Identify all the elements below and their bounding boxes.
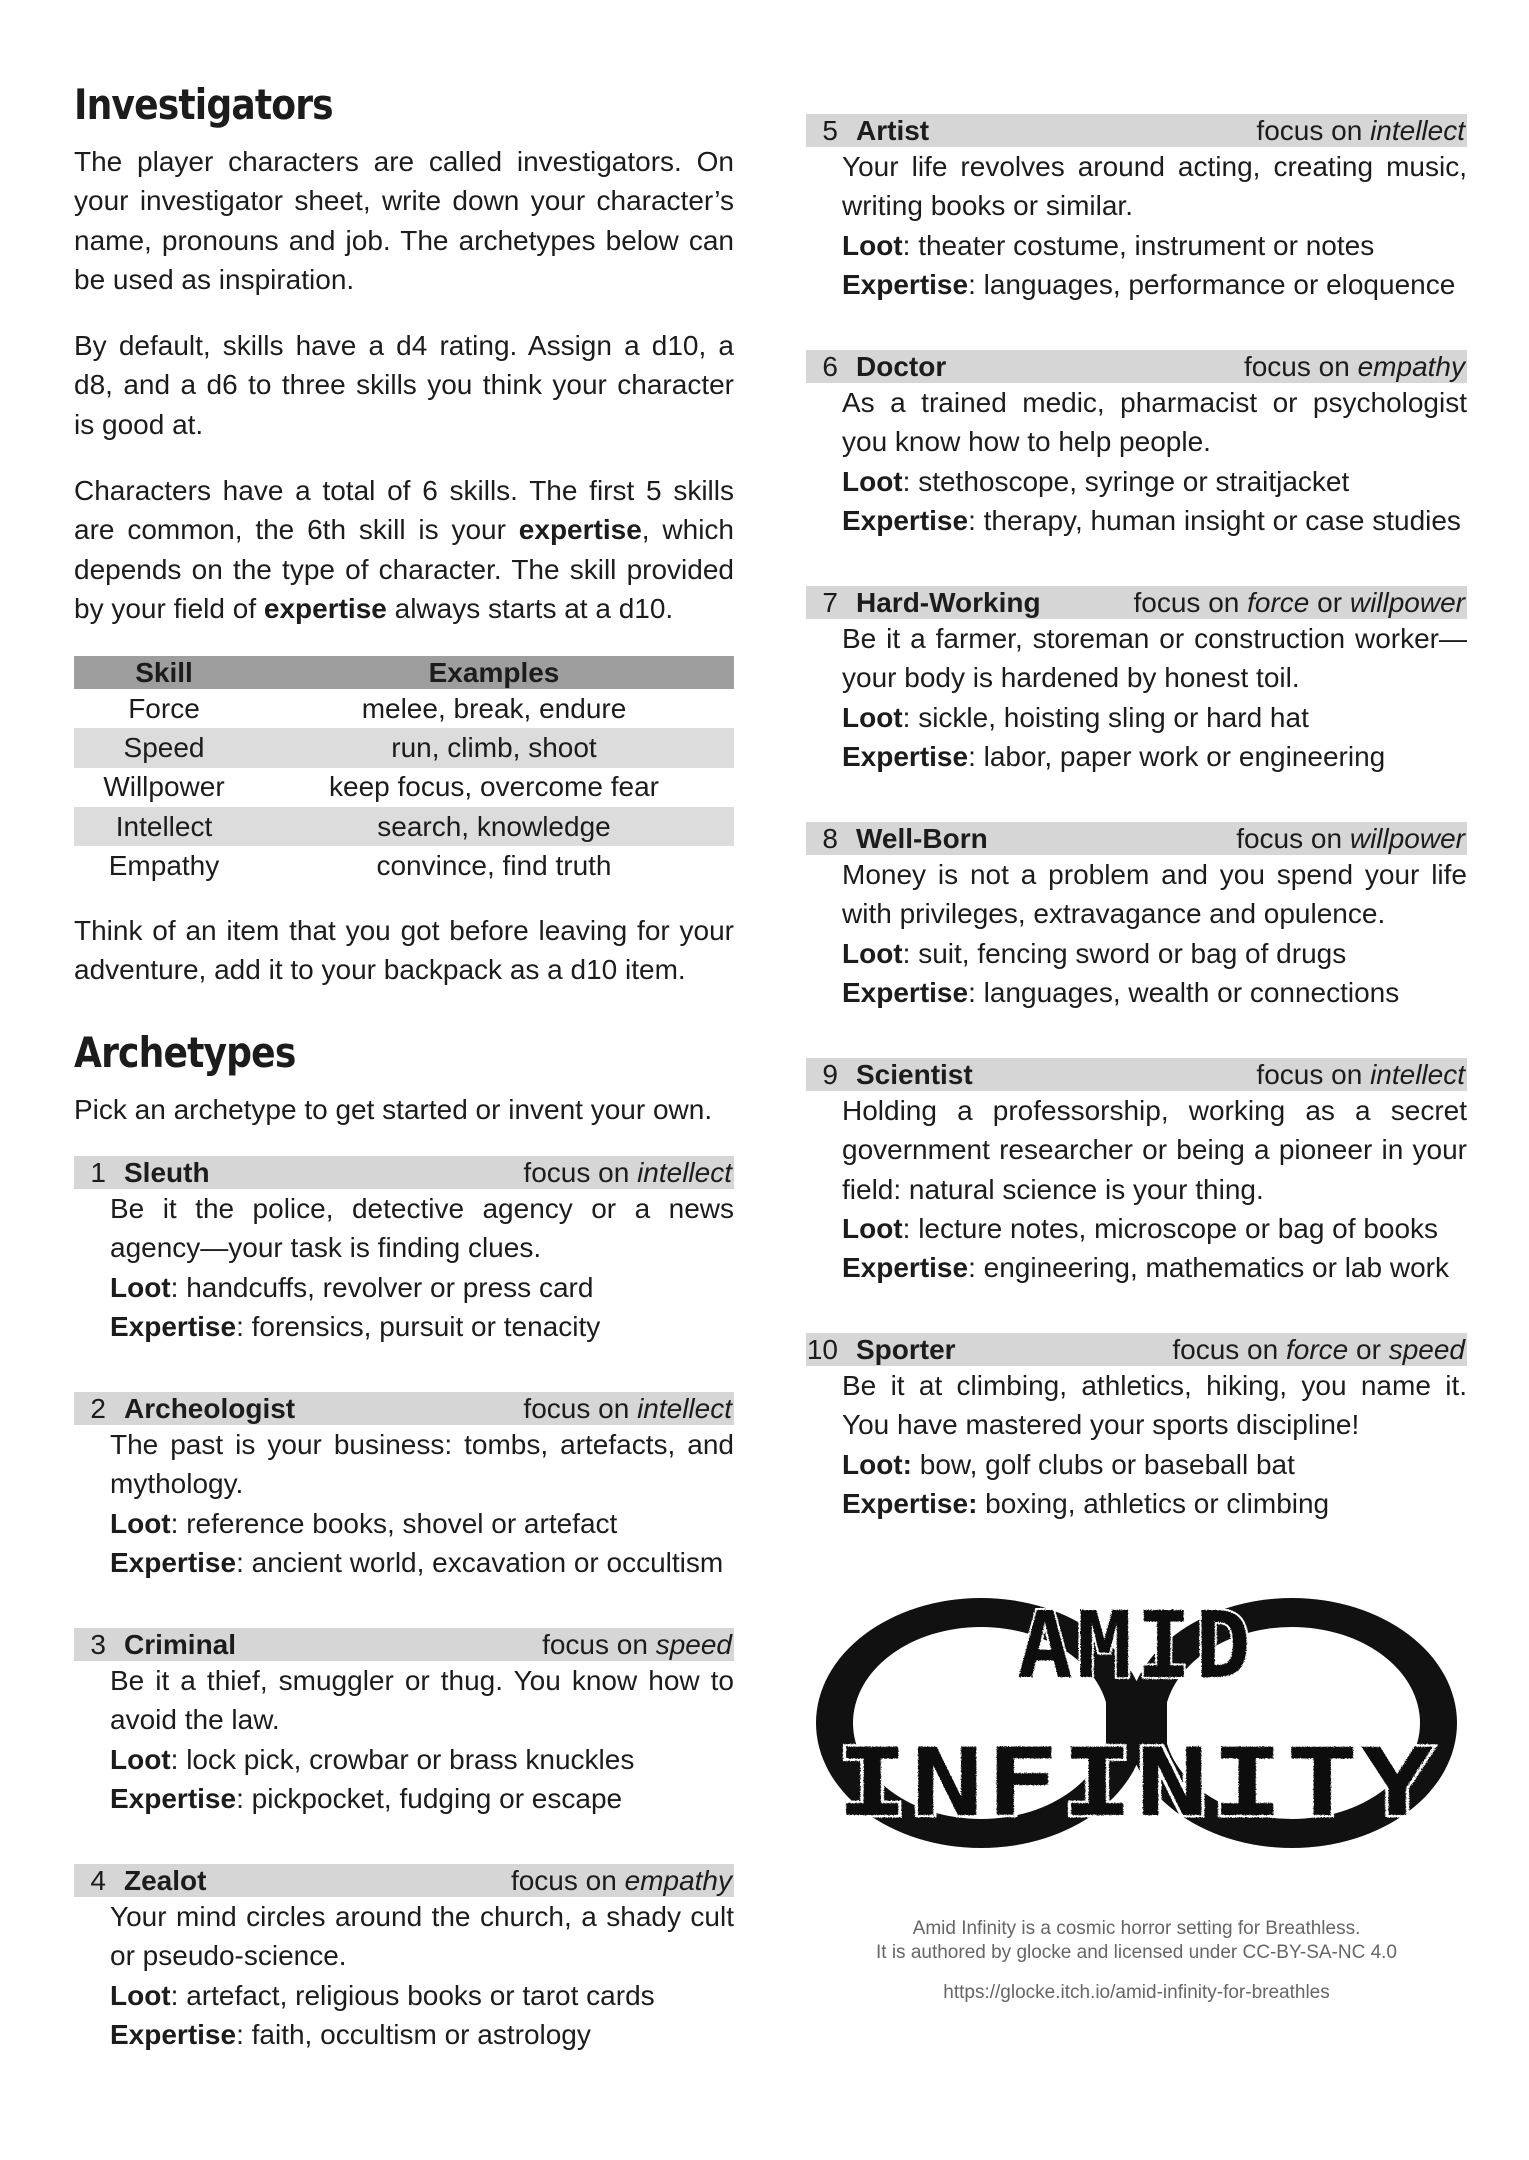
- logo-word-infinity: INFINITY: [836, 1729, 1436, 1838]
- loot-label: Loot: [842, 1212, 903, 1244]
- skill-examples: search, knowledge: [377, 810, 611, 842]
- archetype-header: [806, 114, 1467, 147]
- archetype-focus: focus on intellect: [1256, 1058, 1465, 1090]
- archetype-name: Doctor: [856, 350, 947, 382]
- skill-examples: convince, find truth: [376, 849, 612, 881]
- archetype-header: [806, 586, 1467, 619]
- archetype-card: [806, 586, 1467, 776]
- archetype-expertise: Expertise: labor, paper work or engineering: [842, 740, 1386, 772]
- archetype-body: [806, 1091, 1467, 1287]
- archetype-number: 2: [90, 1392, 106, 1424]
- loot-label: Loot: [110, 1507, 171, 1539]
- archetype-body: [74, 1661, 734, 1818]
- archetype-expertise: Expertise: forensics, pursuit or tenacity: [110, 1310, 601, 1342]
- skill-name: Intellect: [115, 810, 213, 842]
- archetype-card: [74, 1156, 734, 1346]
- table-row: [74, 807, 734, 846]
- archetype-number: 6: [822, 350, 838, 382]
- archetype-card: [74, 1392, 734, 1582]
- archetype-header: [806, 1333, 1467, 1366]
- loot-label: Loot: [110, 1271, 171, 1303]
- archetype-card: [806, 1333, 1467, 1523]
- archetype-loot: Loot: artefact, religious books or tarot cards: [110, 1979, 655, 2011]
- table-row: [74, 768, 734, 807]
- backpack-item-text: Think of an item that you got before leaving for your adventure, add it to your backpack as a d10 item.: [74, 915, 734, 986]
- archetype-focus: focus on willpower: [1236, 822, 1465, 854]
- archetype-expertise: Expertise: languages, wealth or connections: [842, 976, 1400, 1008]
- archetype-description: Be it at climbing, athletics, hiking, you name it. You have mastered your sports discipline!: [842, 1370, 1467, 1441]
- archetype-expertise: Expertise: boxing, athletics or climbing: [842, 1487, 1330, 1519]
- skill-examples: keep focus, overcome fear: [329, 771, 659, 803]
- table-row: [74, 689, 734, 728]
- archetype-loot: Loot: handcuffs, revolver or press card: [110, 1271, 594, 1303]
- archetype-body: [806, 855, 1467, 1012]
- archetype-loot: Loot: stethoscope, syringe or straitjacket: [842, 465, 1350, 497]
- skill-name: Empathy: [108, 849, 220, 881]
- archetype-loot: Loot: suit, fencing sword or bag of drugs: [842, 937, 1347, 969]
- archetype-card: [74, 1864, 734, 2054]
- skill-name: Speed: [123, 731, 205, 763]
- archetype-header: [806, 822, 1467, 855]
- logo-word-amid: AMID: [1017, 1592, 1255, 1699]
- archetype-header: [74, 1864, 734, 1897]
- loot-label: Loot: [842, 701, 903, 733]
- archetype-number: 10: [806, 1333, 838, 1365]
- archetype-body: [74, 1425, 734, 1582]
- expertise-label: Expertise: [842, 1252, 969, 1284]
- archetype-name: Well-Born: [856, 822, 988, 854]
- investigators-heading: Investigators: [74, 80, 333, 129]
- archetype-description: Be it a farmer, storeman or construction worker—your body is hardened by honest toil.: [842, 623, 1467, 694]
- archetype-card: [74, 1628, 734, 1818]
- archetype-header: [74, 1156, 734, 1189]
- skill-name: Force: [128, 692, 200, 724]
- archetype-loot: Loot: sickle, hoisting sling or hard hat: [842, 701, 1309, 733]
- loot-label: Loot: [110, 1743, 171, 1775]
- archetype-name: Zealot: [124, 1864, 207, 1896]
- expertise-label: Expertise: [110, 2018, 237, 2050]
- expertise-label: Expertise:: [842, 1487, 978, 1519]
- expertise-label: Expertise: [110, 1546, 237, 1578]
- archetype-expertise: Expertise: therapy, human insight or case studies: [842, 504, 1461, 536]
- archetype-body: [74, 1897, 734, 2054]
- expertise-label: Expertise: [110, 1310, 237, 1342]
- archetypes-intro: Pick an archetype to get started or invent your own.: [74, 1094, 713, 1125]
- archetype-body: [806, 383, 1467, 540]
- archetype-expertise: Expertise: engineering, mathematics or lab work: [842, 1252, 1449, 1284]
- loot-label: Loot: [842, 465, 903, 497]
- archetype-description: As a trained medic, pharmacist or psychologist you know how to help people.: [842, 387, 1467, 458]
- archetype-number: 5: [822, 114, 838, 146]
- archetype-number: 4: [90, 1864, 106, 1896]
- archetype-expertise: Expertise: languages, performance or eloquence: [842, 268, 1456, 300]
- skill-column-header: Skill: [135, 656, 193, 688]
- archetype-focus: focus on intellect: [523, 1392, 732, 1424]
- archetype-header: [74, 1628, 734, 1661]
- archetype-card: [806, 114, 1467, 304]
- skills-table-header: [74, 656, 734, 689]
- archetype-description: Holding a professorship, working as a secret government researcher or being a pioneer in your field: natural science is your thing.: [842, 1095, 1467, 1205]
- credits-url[interactable]: https://glocke.itch.io/amid-infinity-for-breathles: [943, 1982, 1330, 2003]
- archetype-body: [806, 619, 1467, 776]
- archetype-number: 9: [822, 1058, 838, 1090]
- credits-line-2: It is authored by glocke and licensed under CC-BY-SA-NC 4.0: [875, 1942, 1397, 1963]
- archetype-description: Your mind circles around the church, a shady cult or pseudo-science.: [110, 1901, 734, 1972]
- archetype-expertise: Expertise: pickpocket, fudging or escape: [110, 1782, 623, 1814]
- archetype-focus: focus on force or willpower: [1133, 586, 1465, 618]
- loot-label: Loot: [842, 937, 903, 969]
- archetype-header: [806, 1058, 1467, 1091]
- archetype-description: Be it a thief, smuggler or thug. You know how to avoid the law.: [110, 1665, 734, 1736]
- archetype-header: [806, 350, 1467, 383]
- skill-rating-text: By default, skills have a d4 rating. Assign a d10, a d8, and a d6 to three skills you think your character is good at.: [74, 330, 734, 440]
- archetype-number: 1: [90, 1156, 106, 1188]
- archetype-name: Criminal: [124, 1628, 237, 1660]
- expertise-label: Expertise: [842, 740, 969, 772]
- loot-label: Loot:: [842, 1448, 912, 1480]
- table-row: [74, 728, 734, 767]
- expertise-label: Expertise: [842, 504, 969, 536]
- archetype-description: Money is not a problem and you spend your life with privileges, extravagance and opulence.: [842, 859, 1467, 930]
- archetype-body: [806, 1366, 1467, 1523]
- credits-line-1: Amid Infinity is a cosmic horror setting for Breathless.: [912, 1918, 1361, 1939]
- archetype-expertise: Expertise: ancient world, excavation or occultism: [110, 1546, 724, 1578]
- archetype-loot: Loot: lecture notes, microscope or bag of books: [842, 1212, 1439, 1244]
- archetype-header: [74, 1392, 734, 1425]
- expertise-label: Expertise: [842, 976, 969, 1008]
- skill-name: Willpower: [103, 771, 225, 803]
- skills-table: [74, 656, 734, 885]
- archetype-loot: Loot: reference books, shovel or artefact: [110, 1507, 618, 1539]
- archetype-name: Hard-Working: [856, 586, 1041, 618]
- table-row: [74, 846, 734, 885]
- expertise-text: Characters have a total of 6 skills. The first 5 skills are common, the 6th skill is your expertise, which depends on the type of character. The skill provided by your field of expertise always starts at a d10.: [74, 475, 734, 624]
- archetype-name: Scientist: [856, 1058, 973, 1090]
- archetype-loot: Loot: bow, golf clubs or baseball bat: [842, 1448, 1295, 1480]
- archetype-card: [806, 822, 1467, 1012]
- archetype-body: [806, 147, 1467, 304]
- archetype-focus: focus on speed: [542, 1628, 732, 1660]
- archetype-name: Archeologist: [124, 1392, 296, 1424]
- archetype-name: Artist: [856, 114, 930, 146]
- expertise-label: Expertise: [110, 1782, 237, 1814]
- amid-infinity-logo: [806, 1575, 1467, 1855]
- skill-examples: run, climb, shoot: [391, 731, 597, 763]
- examples-column-header: Examples: [428, 656, 560, 688]
- investigators-intro: The player characters are called investigators. On your investigator sheet, write down your character’s name, pronouns and job. The archetypes below can be used as inspiration.: [74, 146, 734, 295]
- archetype-focus: focus on force or speed: [1172, 1333, 1465, 1365]
- archetype-body: [74, 1189, 734, 1346]
- archetypes-heading: Archetypes: [74, 1028, 296, 1077]
- archetype-focus: focus on intellect: [1256, 114, 1465, 146]
- archetype-loot: Loot: lock pick, crowbar or brass knuckles: [110, 1743, 635, 1775]
- archetype-card: [806, 350, 1467, 540]
- archetype-description: Be it the police, detective agency or a news agency—your task is finding clues.: [110, 1193, 734, 1264]
- skill-examples: melee, break, endure: [361, 692, 627, 724]
- expertise-label: Expertise: [842, 268, 969, 300]
- archetype-description: Your life revolves around acting, creating music, writing books or similar.: [842, 151, 1467, 222]
- loot-label: Loot: [110, 1979, 171, 2011]
- archetype-number: 3: [90, 1628, 106, 1660]
- archetype-number: 8: [822, 822, 838, 854]
- archetype-card: [806, 1058, 1467, 1287]
- archetype-focus: focus on empathy: [510, 1864, 732, 1896]
- archetype-name: Sporter: [856, 1333, 956, 1365]
- credits-footer: [806, 1917, 1467, 2005]
- archetype-description: The past is your business: tombs, artefacts, and mythology.: [110, 1429, 734, 1500]
- archetype-name: Sleuth: [124, 1156, 210, 1188]
- loot-label: Loot: [842, 229, 903, 261]
- archetype-loot: Loot: theater costume, instrument or notes: [842, 229, 1375, 261]
- archetype-focus: focus on empathy: [1243, 350, 1465, 382]
- archetype-expertise: Expertise: faith, occultism or astrology: [110, 2018, 591, 2050]
- archetype-focus: focus on intellect: [523, 1156, 732, 1188]
- archetype-number: 7: [822, 586, 838, 618]
